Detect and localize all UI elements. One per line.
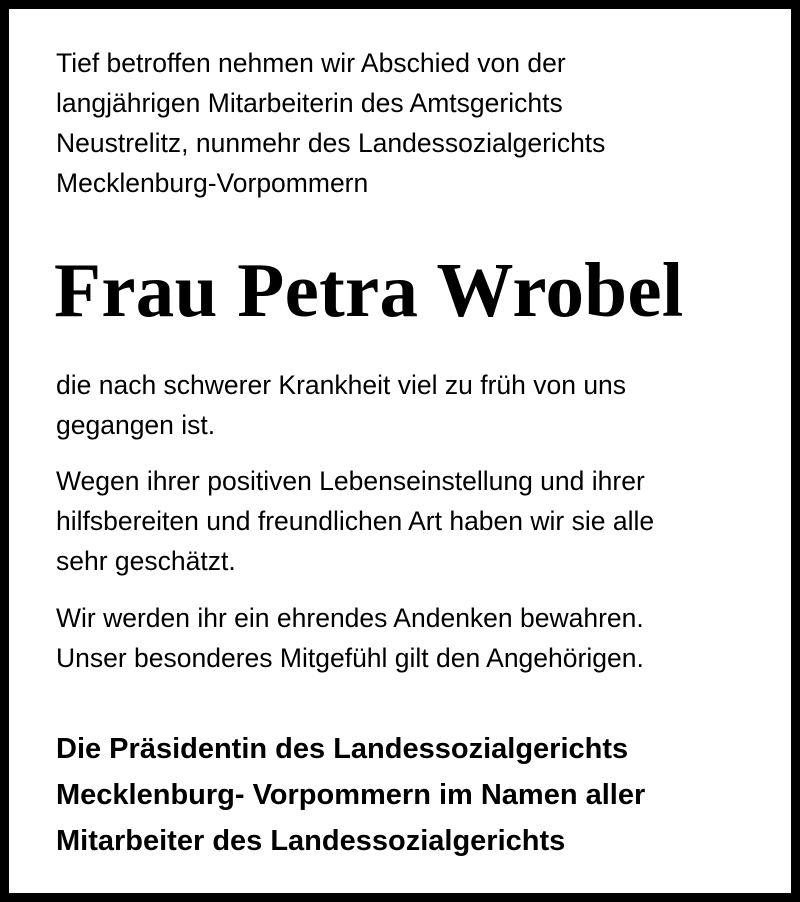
signature-block <box>56 726 645 864</box>
intro-line: Neustrelitz, nunmehr des Landessozialgerichts <box>56 128 606 158</box>
signature-line: Mitarbeiter des Landessozialgerichts <box>56 825 566 857</box>
illness-paragraph <box>56 365 626 445</box>
intro-paragraph <box>56 43 605 203</box>
signature-line: Die Präsidentin des Landessozialgerichts <box>56 733 629 765</box>
intro-line: Tief betroffen nehmen wir Abschied von der <box>56 48 566 78</box>
remembrance-paragraph <box>56 598 644 678</box>
intro-line: Mecklenburg-Vorpommern <box>56 168 369 198</box>
deceased-name: Frau Petra Wrobel <box>54 247 684 333</box>
paragraph-line: sehr geschätzt. <box>56 546 236 576</box>
paragraph-line: Wegen ihrer positiven Lebenseinstellung und ihrer <box>56 466 645 496</box>
paragraph-line: hilfsbereiten und freundlichen Art haben wir sie alle <box>56 506 655 536</box>
signature-line: Mecklenburg- Vorpommern im Namen aller <box>56 779 646 811</box>
paragraph-line: gegangen ist. <box>56 410 216 440</box>
appreciation-paragraph <box>56 461 654 581</box>
paragraph-line: die nach schwerer Krankheit viel zu früh von uns <box>56 370 627 400</box>
intro-line: langjährigen Mitarbeiterin des Amtsgerichts <box>56 88 563 118</box>
paragraph-line: Wir werden ihr ein ehrendes Andenken bewahren. <box>56 603 644 633</box>
paragraph-line: Unser besonderes Mitgefühl gilt den Angehörigen. <box>56 643 644 673</box>
